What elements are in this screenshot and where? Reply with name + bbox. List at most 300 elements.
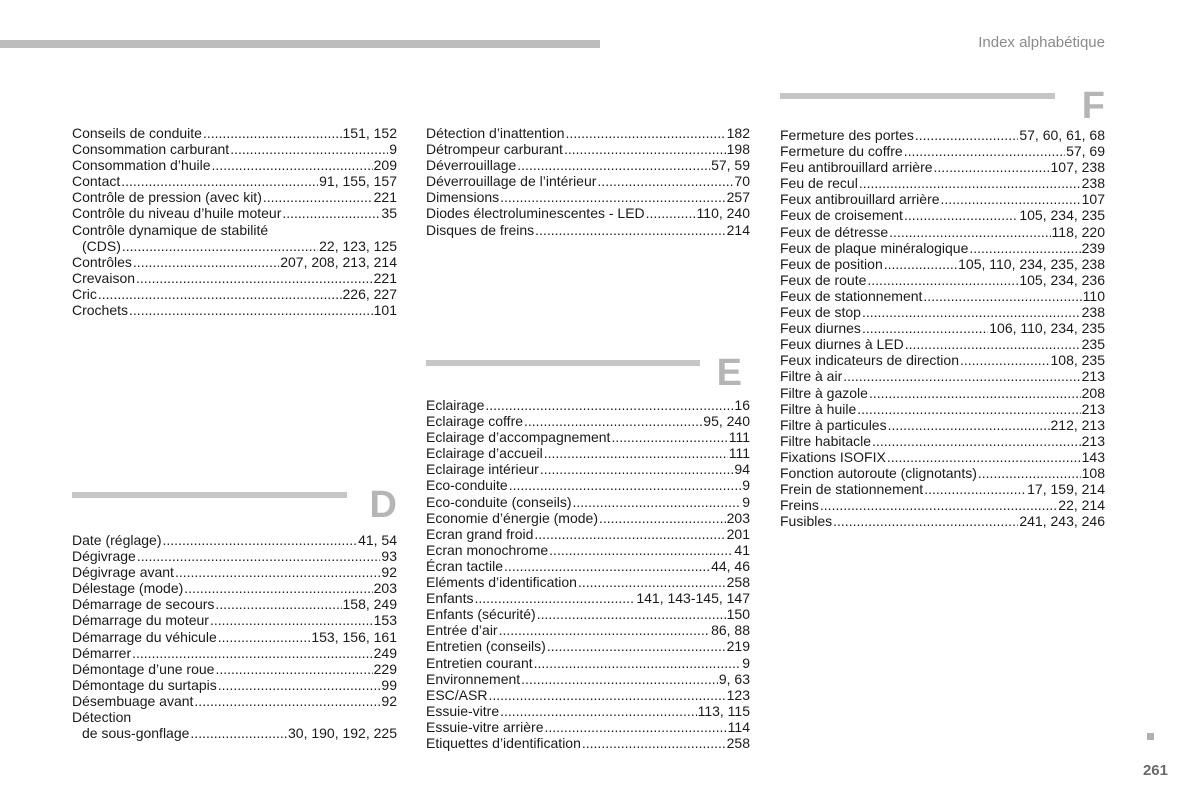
dot-leader [218, 629, 311, 645]
dot-leader [820, 497, 1057, 513]
page-refs: 221 [373, 189, 397, 206]
dot-leader [137, 548, 381, 564]
index-entry [426, 494, 750, 510]
page-refs: 92 [381, 692, 397, 709]
index-entry [426, 445, 750, 461]
page-refs: 239 [1081, 239, 1105, 256]
page-refs: 70 [734, 173, 750, 190]
page-refs: 94 [734, 461, 750, 478]
index-entry [72, 580, 397, 596]
index-list-e [426, 397, 750, 751]
index-list-d [72, 532, 397, 741]
page-refs: 9 [742, 493, 750, 510]
page-refs: 221 [373, 269, 397, 286]
index-term: Crochets [72, 302, 129, 319]
dot-leader [857, 401, 1080, 417]
header-rule [0, 40, 600, 48]
dot-leader [566, 125, 726, 141]
page-refs: 95, 240 [703, 413, 750, 430]
page-refs: 213 [1081, 368, 1105, 385]
index-entry [426, 735, 750, 751]
dot-leader [540, 461, 734, 477]
index-term: Feux indicateurs de direction [780, 352, 959, 369]
dot-leader [535, 222, 725, 238]
index-entry [780, 513, 1105, 529]
index-entry [780, 497, 1105, 513]
section-d-letter: D [369, 484, 397, 526]
dot-leader [597, 173, 733, 189]
index-entry [72, 173, 397, 189]
page-refs: 22, 123, 125 [319, 237, 397, 254]
index-entry [426, 622, 750, 638]
dot-leader [474, 590, 635, 606]
page-refs: 258 [726, 574, 750, 591]
page-refs: 219 [726, 638, 750, 655]
index-entry [780, 352, 1105, 368]
index-term: Filtre à huile [780, 400, 857, 417]
index-term: Délestage (mode) [72, 580, 184, 597]
index-term: Conseils de conduite [72, 125, 202, 141]
index-entry [72, 222, 397, 238]
page-refs: 258 [726, 734, 750, 751]
dot-leader [599, 510, 726, 526]
index-entry [426, 413, 750, 429]
dot-leader [611, 429, 727, 445]
index-term: Entrée d’air [426, 622, 498, 639]
index-entry [426, 205, 750, 221]
page-refs: 91, 155, 157 [319, 173, 397, 190]
index-term: Feux de détresse [780, 223, 889, 240]
page-refs: 105, 234, 235 [1019, 207, 1105, 224]
index-entry [426, 141, 750, 157]
index-entry [780, 417, 1105, 433]
index-entry [72, 645, 397, 661]
index-entry [426, 703, 750, 719]
index-entry [780, 481, 1105, 497]
index-entry [426, 574, 750, 590]
index-term: Economie d’énergie (mode) [426, 509, 598, 526]
index-entry [426, 687, 750, 703]
index-term: Enfants [426, 590, 474, 607]
dot-leader [215, 661, 372, 677]
index-term: Feux de croisement [780, 207, 903, 224]
index-term: Essuie-vitre [426, 702, 500, 719]
index-entry [780, 175, 1105, 191]
index-term: Eclairage d’accompagnement [426, 429, 611, 446]
page-refs: 9 [742, 477, 750, 494]
dot-leader [904, 143, 1065, 159]
page-refs: 257 [726, 189, 750, 206]
index-term: Cric [72, 285, 97, 302]
dot-leader [203, 125, 342, 141]
page-refs: 92 [381, 564, 397, 581]
page-refs: 198 [726, 141, 750, 158]
page-refs: 207, 208, 213, 214 [280, 253, 397, 270]
index-term: Eco-conduite [426, 477, 508, 494]
dot-leader [888, 417, 1050, 433]
page-refs: 235 [1081, 336, 1105, 353]
index-entry [780, 159, 1105, 175]
dot-leader [215, 596, 341, 612]
index-entry [426, 542, 750, 558]
dot-leader [924, 481, 1026, 497]
section-f-rule [780, 93, 1055, 99]
dot-leader [549, 542, 733, 558]
dot-leader [132, 645, 373, 661]
page-number: 261 [1142, 762, 1168, 779]
page-refs: 93 [381, 548, 397, 565]
page-refs: 238 [1081, 175, 1105, 192]
index-entry [72, 596, 397, 612]
page-refs: 111 [728, 429, 750, 446]
index-term: de sous-gonflage [82, 725, 190, 742]
dot-leader [884, 256, 957, 272]
dot-leader [212, 157, 373, 173]
page-refs: 143 [1081, 448, 1105, 465]
dot-leader [867, 272, 1018, 288]
dot-leader [578, 574, 726, 590]
page-refs: 99 [381, 676, 397, 693]
page-refs: 114 [727, 718, 750, 735]
dot-leader [978, 465, 1081, 481]
page-refs: 214 [726, 221, 750, 238]
dot-leader [129, 302, 373, 318]
dot-leader [889, 224, 1050, 240]
dot-leader [263, 189, 373, 205]
dot-leader [175, 564, 380, 580]
dot-leader [573, 494, 742, 510]
index-term: Feux diurnes [780, 320, 861, 337]
index-term: Entretien (conseils) [426, 638, 546, 655]
dot-leader [190, 725, 287, 741]
index-entry [780, 320, 1105, 336]
page-refs: 203 [373, 580, 397, 597]
index-term: Crevaison [72, 269, 136, 286]
index-entry [426, 477, 750, 493]
index-term: Frein de stationnement [780, 481, 924, 498]
index-list-f [780, 127, 1105, 529]
index-entry [72, 548, 397, 564]
page-refs: 9, 63 [718, 670, 750, 687]
index-entry [72, 693, 397, 709]
page-refs: 105, 110, 234, 235, 238 [958, 255, 1105, 272]
index-term: Dégivrage [72, 548, 136, 565]
index-term: Disques de freins [426, 221, 535, 238]
dot-leader [537, 606, 726, 622]
page-refs: 57, 59 [711, 157, 750, 174]
dot-leader [969, 240, 1080, 256]
index-term: Eclairage intérieur [426, 461, 539, 478]
index-entry [780, 207, 1105, 223]
dot-leader [500, 703, 696, 719]
index-entry [72, 677, 397, 693]
page-refs: 44, 46 [711, 557, 750, 574]
dot-leader [122, 238, 318, 254]
dot-leader [282, 205, 380, 221]
index-term: Enfants (sécurité) [426, 606, 536, 623]
page-refs: 111 [728, 445, 750, 462]
index-entry [780, 304, 1105, 320]
dot-leader [862, 304, 1081, 320]
page-refs: 212, 213 [1050, 416, 1105, 433]
page-refs: 229 [373, 660, 397, 677]
page-refs: 113, 115 [697, 702, 750, 719]
dot-leader [582, 735, 726, 751]
page-refs: 35 [381, 205, 397, 222]
dot-leader [509, 477, 741, 493]
index-entry [780, 465, 1105, 481]
index-term: Feux diurnes à LED [780, 336, 904, 353]
index-entry [426, 510, 750, 526]
section-f-letter: F [1081, 85, 1105, 127]
index-list-c-continued [72, 125, 397, 318]
dot-leader [869, 385, 1081, 401]
dot-leader [833, 513, 1018, 529]
index-term: Filtre à air [780, 368, 843, 385]
dot-leader [136, 270, 373, 286]
index-term: Feux de plaque minéralogique [780, 239, 969, 256]
index-entry [780, 368, 1105, 384]
page-refs: 153 [373, 612, 397, 629]
dot-leader [524, 413, 702, 429]
page-refs: 153, 156, 161 [311, 628, 397, 645]
index-term: Détection [72, 709, 132, 726]
page-refs: 16 [734, 397, 750, 413]
index-entry [780, 143, 1105, 159]
page-refs: 107 [1081, 191, 1105, 208]
index-entry [426, 638, 750, 654]
page-refs: 41 [734, 541, 750, 558]
index-entry [72, 661, 397, 677]
dot-leader [218, 677, 381, 693]
dot-leader [534, 526, 725, 542]
index-term: Filtre à gazole [780, 384, 868, 401]
page-refs: 101 [373, 302, 397, 319]
page-refs: 110, 240 [696, 205, 750, 222]
index-term: Filtre à particules [780, 416, 887, 433]
dot-leader [488, 687, 725, 703]
index-entry [426, 719, 750, 735]
page-refs: 141, 143-145, 147 [636, 590, 750, 607]
index-entry [426, 397, 750, 413]
dot-leader [905, 336, 1081, 352]
dot-leader [859, 175, 1081, 191]
section-e [426, 352, 750, 751]
index-entry [426, 429, 750, 445]
page-refs: 105, 234, 236 [1019, 271, 1105, 288]
index-entry [426, 558, 750, 574]
page-refs: 106, 110, 234, 235 [989, 320, 1105, 337]
dot-leader [485, 397, 733, 413]
page-refs: 209 [373, 157, 397, 174]
index-term: Démontage d’une roue [72, 660, 215, 677]
section-e-letter: E [716, 352, 742, 394]
index-term: Détrompeur carburant [426, 141, 563, 158]
index-term: Feux de stationnement [780, 287, 923, 304]
index-term: Dégivrage avant [72, 564, 174, 581]
index-entry [72, 612, 397, 628]
index-term: Filtre habitacle [780, 432, 872, 449]
index-term: Fusibles [780, 513, 833, 530]
dot-leader [941, 191, 1081, 207]
index-entry [426, 125, 750, 141]
index-list-d-continued [426, 125, 750, 238]
dot-leader [887, 449, 1081, 465]
section-d-header [72, 484, 397, 532]
page-refs: 57, 60, 61, 68 [1019, 127, 1105, 143]
index-entry [72, 254, 397, 270]
index-entry [72, 302, 397, 318]
index-term: Fonction autoroute (clignotants) [780, 464, 977, 481]
index-term: Eco-conduite (conseils) [426, 493, 572, 510]
index-term: Ecran grand froid [426, 525, 534, 542]
page-refs: 110 [1082, 287, 1105, 304]
index-term: Démontage du surtapis [72, 676, 217, 693]
dot-leader [915, 127, 1019, 143]
page-refs: 86, 88 [711, 622, 750, 639]
dot-leader [534, 655, 742, 671]
page-refs: 22, 214 [1058, 497, 1105, 514]
index-entry [72, 238, 397, 254]
index-term: Eléments d’identification [426, 574, 577, 591]
index-term: Fermeture des portes [780, 127, 914, 143]
index-term: (CDS) [82, 237, 121, 254]
page-refs: 17, 159, 214 [1027, 481, 1105, 498]
page-refs: 41, 54 [358, 532, 397, 548]
index-term: Contrôle de pression (avec kit) [72, 189, 262, 206]
section-d [72, 484, 397, 742]
index-entry [426, 461, 750, 477]
index-entry [426, 157, 750, 173]
dot-leader [184, 580, 372, 596]
index-entry [426, 189, 750, 205]
index-entry [72, 125, 397, 141]
dot-leader [163, 532, 358, 548]
dot-leader [194, 693, 380, 709]
dot-leader [517, 157, 710, 173]
index-entry [426, 222, 750, 238]
section-e-rule [426, 360, 700, 366]
index-entry [72, 141, 397, 157]
index-term: Déverrouillage [426, 157, 517, 174]
index-term: Entretien courant [426, 654, 533, 671]
index-entry [426, 173, 750, 189]
index-entry [780, 240, 1105, 256]
index-term: Fermeture du coffre [780, 143, 903, 160]
dot-leader [923, 288, 1081, 304]
page-refs: 108 [1081, 464, 1105, 481]
page-refs: 57, 69 [1066, 143, 1105, 160]
index-entry [72, 725, 397, 741]
index-term: Dimensions [426, 189, 500, 206]
index-term: ESC/ASR [426, 686, 488, 703]
index-term: Écran tactile [426, 557, 504, 574]
dot-leader [904, 207, 1018, 223]
page-refs: 150 [726, 606, 750, 623]
page-refs: 123 [726, 686, 750, 703]
index-term: Feux de stop [780, 304, 861, 321]
index-entry [780, 336, 1105, 352]
dot-leader [504, 558, 710, 574]
index-term: Date (réglage) [72, 532, 162, 548]
index-term: Consommation d’huile [72, 157, 211, 174]
page-refs: 238 [1081, 304, 1105, 321]
dot-leader [133, 254, 279, 270]
dot-leader [547, 638, 726, 654]
index-entry [72, 532, 397, 548]
page-refs: 9 [389, 141, 397, 158]
dot-leader [843, 368, 1080, 384]
dot-leader [544, 445, 728, 461]
page-refs: 118, 220 [1051, 223, 1105, 240]
index-term: Feux antibrouillard arrière [780, 191, 940, 208]
corner-marker [1147, 733, 1154, 740]
index-term: Déverrouillage de l’intérieur [426, 173, 597, 190]
page-refs: 108, 235 [1050, 352, 1105, 369]
index-term: Contrôle du niveau d’huile moteur [72, 205, 282, 222]
index-entry [780, 288, 1105, 304]
section-d-rule [72, 492, 347, 498]
dot-leader [521, 671, 718, 687]
index-term: Eclairage coffre [426, 413, 524, 430]
index-term: Feux de route [780, 271, 867, 288]
index-entry [780, 449, 1105, 465]
index-entry [72, 564, 397, 580]
page-refs: 203 [726, 509, 750, 526]
index-term: Fixations ISOFIX [780, 448, 886, 465]
index-term: Désembuage avant [72, 692, 194, 709]
index-term: Eclairage [426, 397, 485, 413]
dot-leader [499, 622, 710, 638]
index-entry [780, 191, 1105, 207]
index-term: Détection d’inattention [426, 125, 565, 141]
dot-leader [544, 719, 726, 735]
index-entry [780, 433, 1105, 449]
page-refs: 241, 243, 246 [1019, 513, 1105, 530]
index-term: Démarrage du moteur [72, 612, 209, 629]
dot-leader [872, 433, 1081, 449]
page-refs: 158, 249 [342, 596, 397, 613]
section-f [780, 85, 1105, 530]
page-refs: 213 [1081, 400, 1105, 417]
dot-leader [121, 173, 318, 189]
index-term: Contrôles [72, 253, 132, 270]
index-entry [426, 655, 750, 671]
index-term: Environnement [426, 670, 521, 687]
index-term: Contact [72, 173, 121, 190]
index-entry [426, 526, 750, 542]
index-entry [72, 629, 397, 645]
section-f-header [780, 85, 1105, 127]
dot-leader [960, 352, 1050, 368]
index-term: Démarrer [72, 644, 132, 661]
page-refs: 249 [373, 644, 397, 661]
index-term: Freins [780, 497, 819, 514]
page-refs: 182 [726, 125, 750, 141]
index-term: Ecran monochrome [426, 541, 549, 558]
index-entry [72, 270, 397, 286]
page-refs: 226, 227 [342, 285, 397, 302]
page-refs: 208 [1081, 384, 1105, 401]
page-refs: 9 [742, 654, 750, 671]
index-entry [72, 286, 397, 302]
dot-leader [646, 205, 696, 221]
dot-leader [934, 159, 1050, 175]
index-term: Feu de recul [780, 175, 858, 192]
index-term: Eclairage d’accueil [426, 445, 543, 462]
page-refs: 213 [1081, 432, 1105, 449]
page-refs: 151, 152 [342, 125, 397, 141]
